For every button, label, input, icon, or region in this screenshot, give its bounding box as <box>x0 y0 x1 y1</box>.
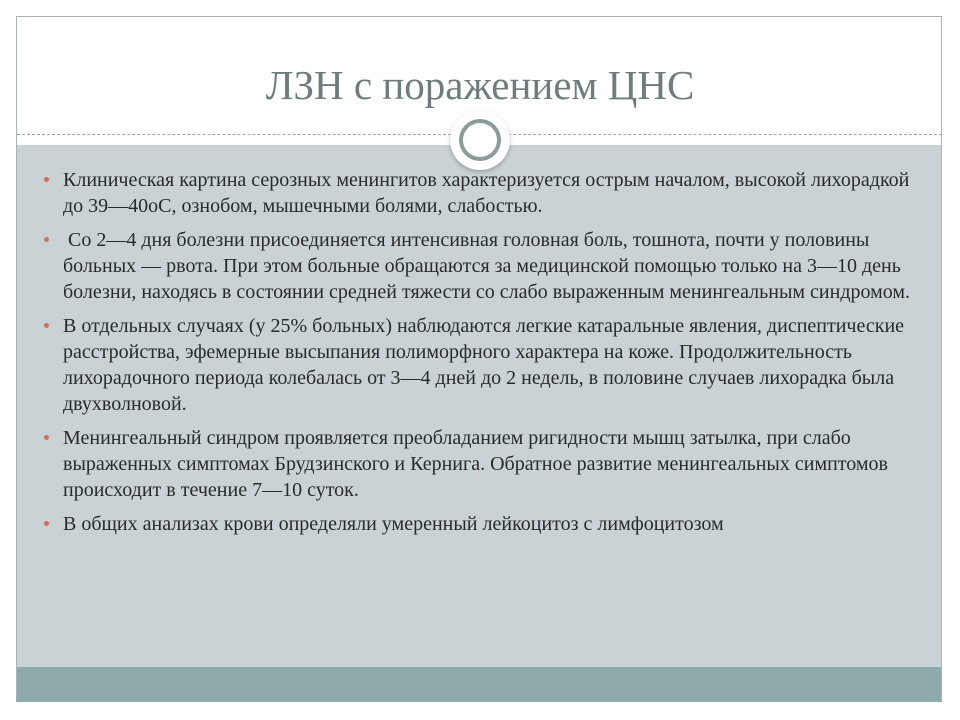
bullet-dot-icon <box>44 237 49 242</box>
bullet-text: Со 2—4 дня болезни присоединяется интенсивная головная боль, тошнота, почти у половины больных — рвота. При этом больные обращаются за медицинской помощью только на 3—10 день болезни, находясь в состоянии средней тяжести со слабо выраженным менингеальным синдромом. <box>63 229 911 303</box>
bullet-text: Клиническая картина серозных менингитов характеризуется острым началом, высокой лихорадкой до 39—40оС, ознобом, мышечными болями, слабостью. <box>63 169 910 217</box>
bullet-list <box>53 167 923 545</box>
bullet-item <box>53 313 923 417</box>
bottom-band <box>17 667 941 702</box>
bullet-text: В общих анализах крови определяли умеренный лейкоцитоз с лимфоцитозом <box>63 513 724 535</box>
bullet-dot-icon <box>44 177 49 182</box>
bullet-item <box>53 167 923 219</box>
bullet-dot-icon <box>44 521 49 526</box>
bullet-item <box>53 227 923 305</box>
bullet-dot-icon <box>44 435 49 440</box>
ring-ornament-icon <box>450 110 510 170</box>
slide-title: ЛЗН с поражением ЦНС <box>265 62 695 108</box>
bullet-text: В отдельных случаях (у 25% больных) наблюдаются легкие катаральные явления, диспептические расстройства, эфемерные высыпания полиморфного характера на коже. Продолжительность лихорадочного периода колебалась от 3—4 дней до 2 недель, в половине случаев лихорадка была двухволновой. <box>63 315 905 415</box>
bullet-item <box>53 511 923 537</box>
bullet-text: Менингеальный синдром проявляется преобладанием ригидности мышц затылка, при слабо выраженных симптомах Брудзинского и Кернига. Обратное развитие менингеальных симптомов происходит в течение 7—10 суток. <box>63 427 888 501</box>
bullet-item <box>53 425 923 503</box>
slide <box>16 16 942 702</box>
bullet-dot-icon <box>44 323 49 328</box>
